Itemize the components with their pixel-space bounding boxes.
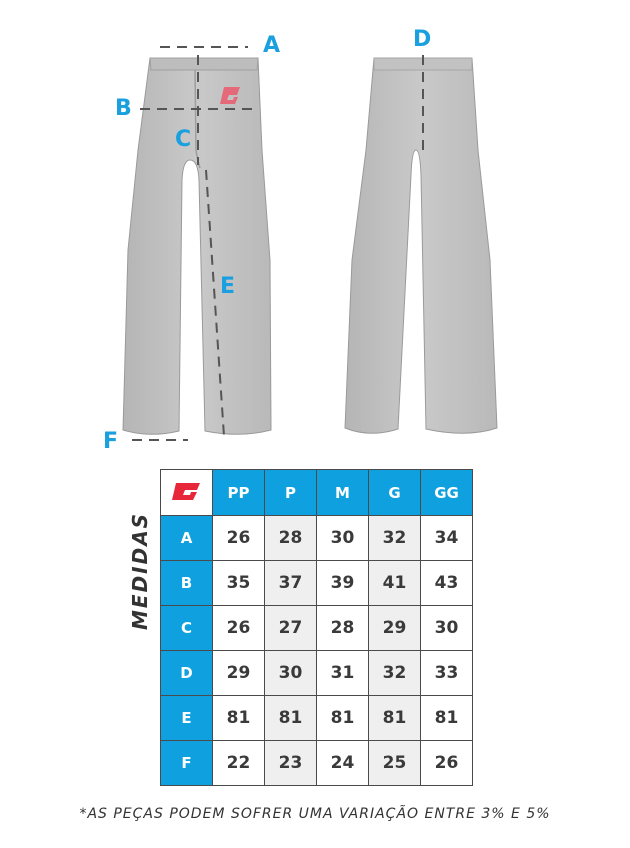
table-cell: 23 (265, 741, 317, 786)
measure-label-b: B (115, 96, 132, 121)
table-cell: 34 (421, 516, 473, 561)
measure-label-d: D (413, 27, 432, 52)
table-row (161, 651, 473, 696)
table-cell: 28 (265, 516, 317, 561)
size-header-p: P (265, 470, 317, 516)
table-cell: 28 (317, 606, 369, 651)
brand-logo-icon (172, 481, 202, 501)
measure-label-e: E (220, 274, 236, 299)
measure-label-f: F (103, 429, 119, 454)
row-label: E (161, 696, 213, 741)
table-cell: 35 (213, 561, 265, 606)
table-cell: 43 (421, 561, 473, 606)
size-header-m: M (317, 470, 369, 516)
table-cell: 26 (421, 741, 473, 786)
measure-label-a: A (263, 33, 281, 58)
table-cell: 25 (369, 741, 421, 786)
table-cell: 32 (369, 516, 421, 561)
table-cell: 37 (265, 561, 317, 606)
table-cell: 39 (317, 561, 369, 606)
row-label: C (161, 606, 213, 651)
table-cell: 26 (213, 516, 265, 561)
table-cell: 33 (421, 651, 473, 696)
table-cell: 26 (213, 606, 265, 651)
table-cell: 81 (421, 696, 473, 741)
variation-note: *AS PEÇAS PODEM SOFRER UMA VARIAÇÃO ENTRE 3% E 5% (79, 806, 551, 822)
row-label: A (161, 516, 213, 561)
table-row (161, 606, 473, 651)
row-label: B (161, 561, 213, 606)
table-row (161, 696, 473, 741)
table-cell: 30 (317, 516, 369, 561)
table-cell: 81 (265, 696, 317, 741)
back-pants (345, 58, 497, 433)
measure-label-c: C (175, 127, 192, 152)
size-header-g: G (369, 470, 421, 516)
table-cell: 81 (213, 696, 265, 741)
table-row (161, 561, 473, 606)
table-row (161, 516, 473, 561)
table-cell: 29 (369, 606, 421, 651)
size-table (160, 469, 473, 786)
row-label: F (161, 741, 213, 786)
table-cell: 27 (265, 606, 317, 651)
row-label: D (161, 651, 213, 696)
table-cell: 32 (369, 651, 421, 696)
table-cell: 31 (317, 651, 369, 696)
table-cell: 30 (265, 651, 317, 696)
table-cell: 22 (213, 741, 265, 786)
table-header-row (161, 470, 473, 516)
size-header-pp: PP (213, 470, 265, 516)
table-cell: 81 (369, 696, 421, 741)
table-cell: 29 (213, 651, 265, 696)
table-row (161, 741, 473, 786)
table-cell: 24 (317, 741, 369, 786)
table-logo-cell (161, 470, 213, 516)
size-header-gg: GG (421, 470, 473, 516)
table-cell: 30 (421, 606, 473, 651)
table-cell: 41 (369, 561, 421, 606)
table-cell: 81 (317, 696, 369, 741)
